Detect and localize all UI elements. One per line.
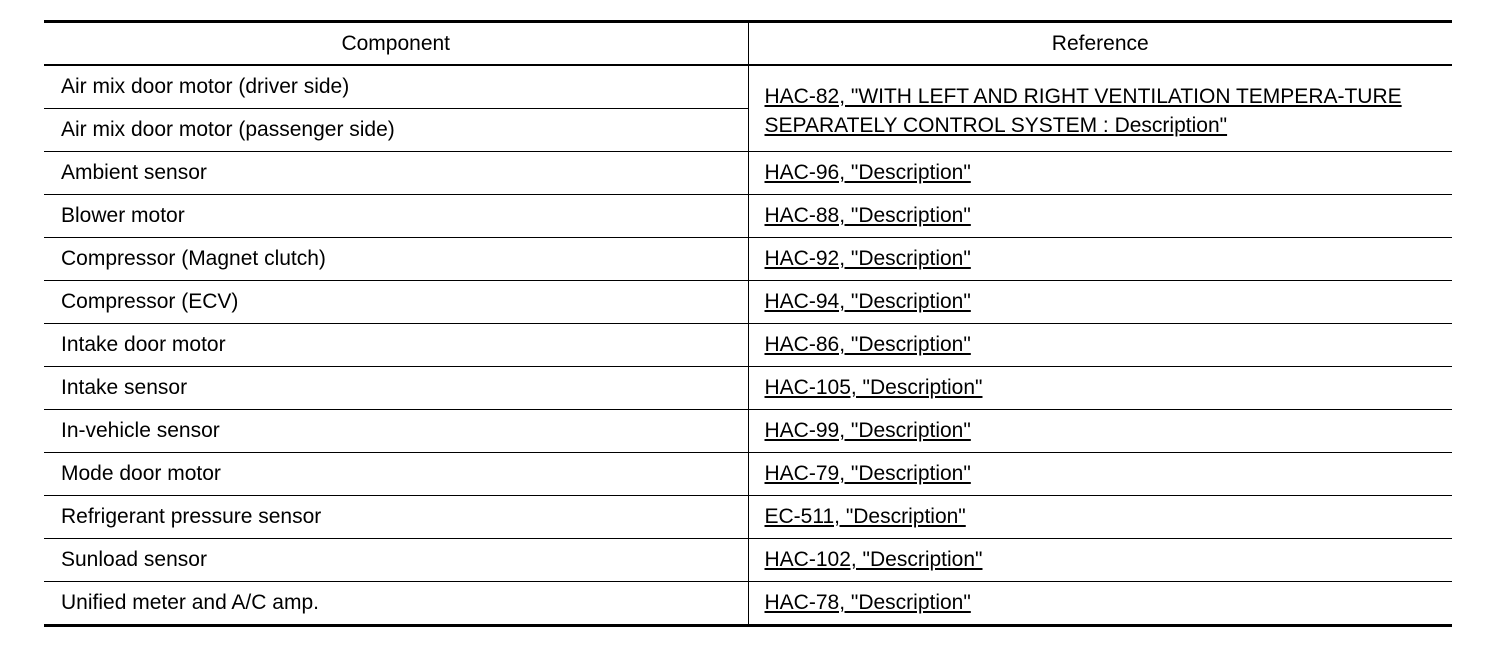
reference-link[interactable]: HAC-94, "Description"	[764, 290, 971, 313]
column-header-reference: Reference	[748, 22, 1452, 66]
table-row	[44, 152, 1452, 195]
reference-link[interactable]: HAC-105, "Description"	[764, 376, 983, 399]
component-cell: Compressor (Magnet clutch)	[44, 238, 748, 281]
reference-cell	[748, 238, 1452, 281]
reference-link[interactable]: HAC-96, "Description"	[764, 161, 971, 184]
reference-link[interactable]: HAC-88, "Description"	[764, 204, 971, 227]
reference-cell	[748, 582, 1452, 626]
table-row	[44, 324, 1452, 367]
component-cell: Mode door motor	[44, 453, 748, 496]
reference-cell	[748, 367, 1452, 410]
reference-link[interactable]: HAC-79, "Description"	[764, 462, 971, 485]
reference-cell	[748, 453, 1452, 496]
table-row	[44, 539, 1452, 582]
reference-cell	[748, 539, 1452, 582]
reference-cell	[748, 324, 1452, 367]
reference-link[interactable]: HAC-102, "Description"	[764, 548, 983, 571]
column-header-component: Component	[44, 22, 748, 66]
reference-cell	[748, 496, 1452, 539]
component-cell: Compressor (ECV)	[44, 281, 748, 324]
component-cell: Air mix door motor (driver side)	[44, 65, 748, 109]
reference-link[interactable]: EC-511, "Description"	[764, 505, 966, 528]
table-row	[44, 281, 1452, 324]
component-cell: Intake door motor	[44, 324, 748, 367]
component-cell: Blower motor	[44, 195, 748, 238]
reference-cell	[748, 152, 1452, 195]
reference-cell	[748, 65, 1452, 152]
reference-cell	[748, 281, 1452, 324]
component-cell: Unified meter and A/C amp.	[44, 582, 748, 626]
component-cell: Ambient sensor	[44, 152, 748, 195]
reference-link[interactable]: HAC-86, "Description"	[764, 333, 971, 356]
component-cell: Air mix door motor (passenger side)	[44, 109, 748, 152]
table-row	[44, 65, 1452, 109]
table-row	[44, 195, 1452, 238]
reference-link[interactable]: HAC-92, "Description"	[764, 247, 971, 270]
table-row	[44, 367, 1452, 410]
reference-link[interactable]: HAC-82, "WITH LEFT AND RIGHT VENTILATION TEMPERA-TURE SEPARATELY CONTROL SYSTEM : Description"	[764, 84, 1402, 137]
table-header-row	[44, 22, 1452, 66]
table-row	[44, 238, 1452, 281]
table-row	[44, 410, 1452, 453]
reference-cell	[748, 410, 1452, 453]
table-row	[44, 453, 1452, 496]
table-row	[44, 496, 1452, 539]
component-cell: Sunload sensor	[44, 539, 748, 582]
component-reference-table	[44, 20, 1452, 627]
reference-link[interactable]: HAC-99, "Description"	[764, 419, 971, 442]
reference-link[interactable]: HAC-78, "Description"	[764, 591, 971, 614]
component-cell: Refrigerant pressure sensor	[44, 496, 748, 539]
table-row	[44, 582, 1452, 626]
component-cell: Intake sensor	[44, 367, 748, 410]
reference-cell	[748, 195, 1452, 238]
component-cell: In-vehicle sensor	[44, 410, 748, 453]
